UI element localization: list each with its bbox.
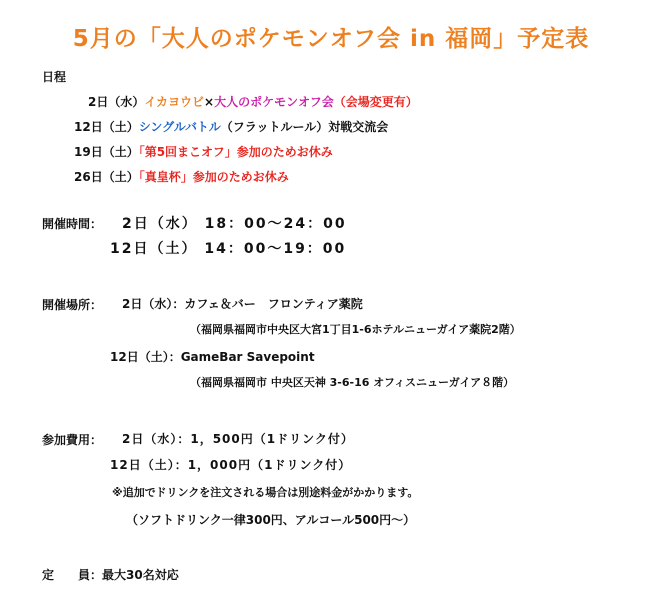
capacity-value: 最大30名対応	[102, 568, 179, 582]
venue-row	[110, 348, 315, 365]
schedule-event: 「真皇杯」	[138, 170, 193, 184]
venue-name: カフェ＆バー フロンティア薬院	[184, 297, 363, 311]
venue-date: 12日（土）：	[110, 350, 181, 364]
schedule-note: 参加のためお休み	[192, 170, 289, 184]
schedule-separator: ×	[204, 95, 215, 109]
schedule-note: （フラットルール）対戦交流会	[220, 120, 389, 134]
fee-price: 1，500円（1ドリンク付）	[190, 432, 354, 446]
fee-note: ※追加でドリンクを注文される場合は別途料金がかかります。	[112, 486, 419, 499]
schedule-date: 19日（土）	[74, 145, 139, 159]
capacity-row	[42, 566, 179, 583]
hours-row	[122, 213, 347, 233]
venue-address: （福岡県福岡市 中央区天神 3-6-16 オフィスニューガイア８階）	[190, 376, 515, 389]
schedule-row	[88, 93, 418, 110]
fee-label: 参加費用：	[42, 433, 103, 447]
schedule-event: シングルバトル	[138, 120, 221, 134]
schedule-row	[74, 118, 388, 135]
schedule-row	[74, 143, 333, 160]
fee-note: （ソフトドリンク一律300円、アルコール500円～）	[126, 513, 416, 527]
schedule-event: イカヨウビ	[144, 95, 204, 109]
venue-label: 開催場所：	[42, 298, 103, 312]
hours-row	[110, 238, 346, 258]
fee-date: 12日（土）：	[110, 458, 188, 472]
schedule-note: （会場変更有）	[333, 95, 418, 109]
schedule-note: 参加のためお休み	[236, 145, 333, 159]
page-title: 5月の「大人のポケモンオフ会 in 福岡」予定表	[72, 26, 590, 52]
hours-date: 12日（土）	[110, 241, 198, 257]
hours-label: 開催時間：	[42, 217, 103, 231]
schedule-date: 2日（水）	[88, 95, 145, 109]
schedule-label: 日程	[42, 70, 67, 84]
capacity-label: 定 員：	[42, 568, 103, 582]
fee-price: 1，000円（1ドリンク付）	[187, 458, 352, 472]
fee-row	[122, 430, 354, 447]
venue-date: 2日（水）：	[122, 297, 185, 311]
hours-time: 18：00～24：00	[204, 216, 347, 232]
schedule-date: 26日（土）	[74, 170, 139, 184]
fee-date: 2日（水）：	[122, 432, 191, 446]
fee-row	[110, 456, 351, 473]
schedule-event-2: 大人のポケモンオフ会	[214, 95, 334, 109]
schedule-row	[74, 168, 289, 185]
venue-row	[122, 295, 363, 312]
hours-date: 2日（水）	[122, 216, 198, 232]
hours-time: 14：00～19：00	[204, 241, 347, 257]
schedule-event: 「第5回まこオフ」	[138, 145, 237, 159]
venue-address: （福岡県福岡市中央区大宮1丁目1-6ホテルニューガイア薬院2階）	[190, 323, 521, 336]
venue-name: GameBar Savepoint	[180, 350, 315, 364]
schedule-date: 12日（土）	[74, 120, 139, 134]
